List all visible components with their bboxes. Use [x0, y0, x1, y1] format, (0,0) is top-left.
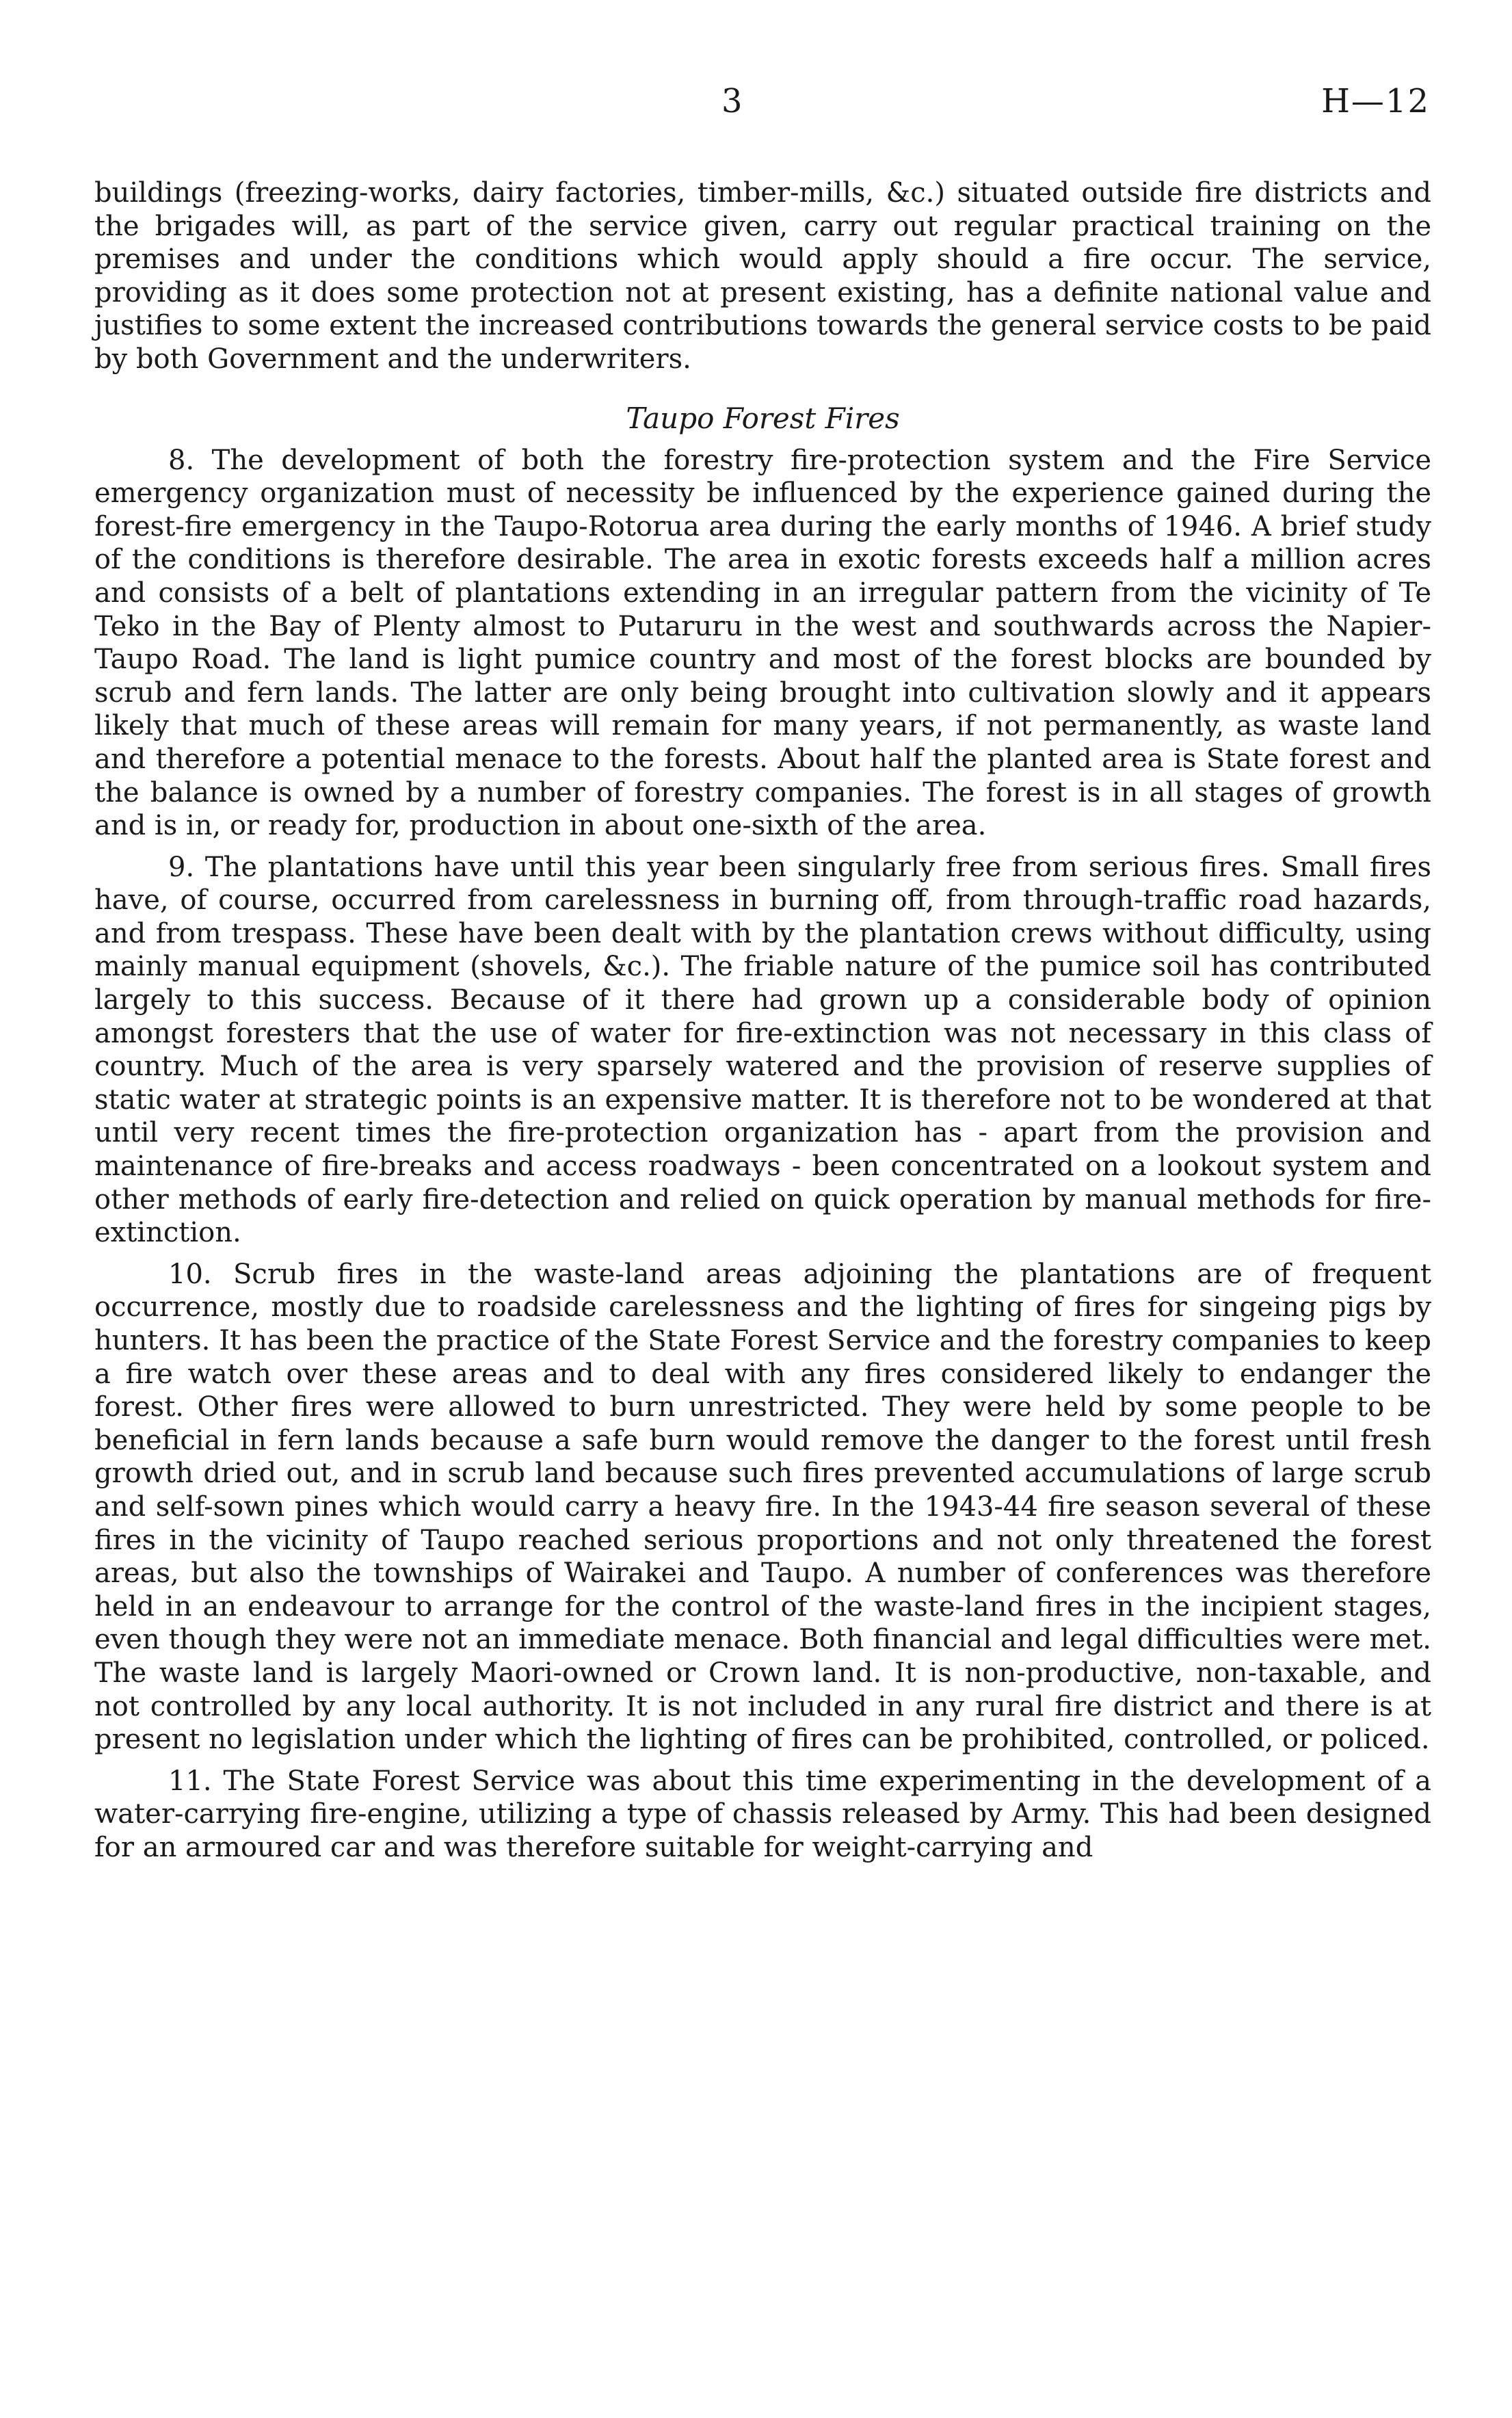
paragraph-10: 10. Scrub fires in the waste-land areas adjoining the plantations are of frequent occurrence, mostly due to roadside carelessness and the lighting of fires for singeing pigs by hunters. It has been the practice of the State Forest Service and the forestry companies to keep a fire watch over these areas and to deal with any fires considered likely to endanger the forest. Other fires were allowed to burn unrestricted. They were held by some people to be beneficial in fern lands because a safe burn would remove the danger to the forest until fresh growth dried out, and in scrub land because such fires prevented accumulations of large scrub and self-sown pines which would carry a heavy fire. In the 1943-44 fire season several of these fires in the vicinity of Taupo reached serious proportions and not only threatened the forest areas, but also the townships of Wairakei and Taupo. A number of conferences was therefore held in an endeavour to arrange for the control of the waste-land fires in the incipient stages, even though they were not an immediate menace. Both financial and legal difficulties were met. The waste land is largely Maori-owned or Crown land. It is non-productive, non-taxable, and not controlled by any local authority. It is not included in any rural fire district and there is at present no legislation under which the lighting of fires can be prohibited, controlled, or policed.: [94, 1258, 1431, 1756]
paragraph-9: 9. The plantations have until this year been singularly free from serious fires. Small fires have, of course, occurred from carelessness in burning off, from through-traffic road hazards, and from trespass. These have been dealt with by the plantation crews without difficulty, using mainly manual equipment (shovels, &c.). The friable nature of the pumice soil has contributed largely to this success. Because of it there had grown up a considerable body of opinion amongst foresters that the use of water for fire-extinction was not necessary in this class of country. Much of the area is very sparsely watered and the provision of reserve supplies of static water at strategic points is an expensive matter. It is therefore not to be wondered at that until very recent times the fire-protection organization has - apart from the provision and maintenance of fire-breaks and access roadways - been concentrated on a lookout system and other methods of early fire-detection and relied on quick operation by manual methods for fire-extinction.: [94, 851, 1431, 1249]
paragraph-8: 8. The development of both the forestry fire-protection system and the Fire Service emergency organization must of necessity be influenced by the experience gained during the forest-fire emergency in the Taupo-Rotorua area during the early months of 1946. A brief study of the conditions is therefore desirable. The area in exotic forests exceeds half a million acres and consists of a belt of plantations extending in an irregular pattern from the vicinity of Te Teko in the Bay of Plenty almost to Putaruru in the west and southwards across the Napier-Taupo Road. The land is light pumice country and most of the forest blocks are bounded by scrub and fern lands. The latter are only being brought into cultivation slowly and it appears likely that much of these areas will remain for many years, if not permanently, as waste land and therefore a potential menace to the forests. About half the planted area is State forest and the balance is owned by a number of forestry companies. The forest is in all stages of growth and is in, or ready for, production in about one-sixth of the area.: [94, 444, 1431, 842]
page-header: [0, 82, 1512, 137]
document-reference: H—12: [1321, 82, 1430, 120]
paragraph-11: 11. The State Forest Service was about this time experimenting in the development of a water-carrying fire-engine, utilizing a type of chassis released by Army. This had been designed for an armoured car and was therefore suitable for weight-carrying and: [94, 1765, 1431, 1863]
continuation-paragraph: buildings (freezing-works, dairy factories, timber-mills, &c.) situated outside fire districts and the brigades will, as part of the service given, carry out regular practical training on the premises and under the conditions which would apply should a fire occur. The service, providing as it does some protection not at present existing, has a definite national value and justifies to some extent the increased contributions towards the general service costs to be paid by both Government and the underwriters.: [94, 177, 1431, 375]
document-body: [94, 176, 1431, 1865]
page-number: 3: [721, 82, 743, 120]
section-heading: Taupo Forest Fires: [626, 401, 900, 435]
